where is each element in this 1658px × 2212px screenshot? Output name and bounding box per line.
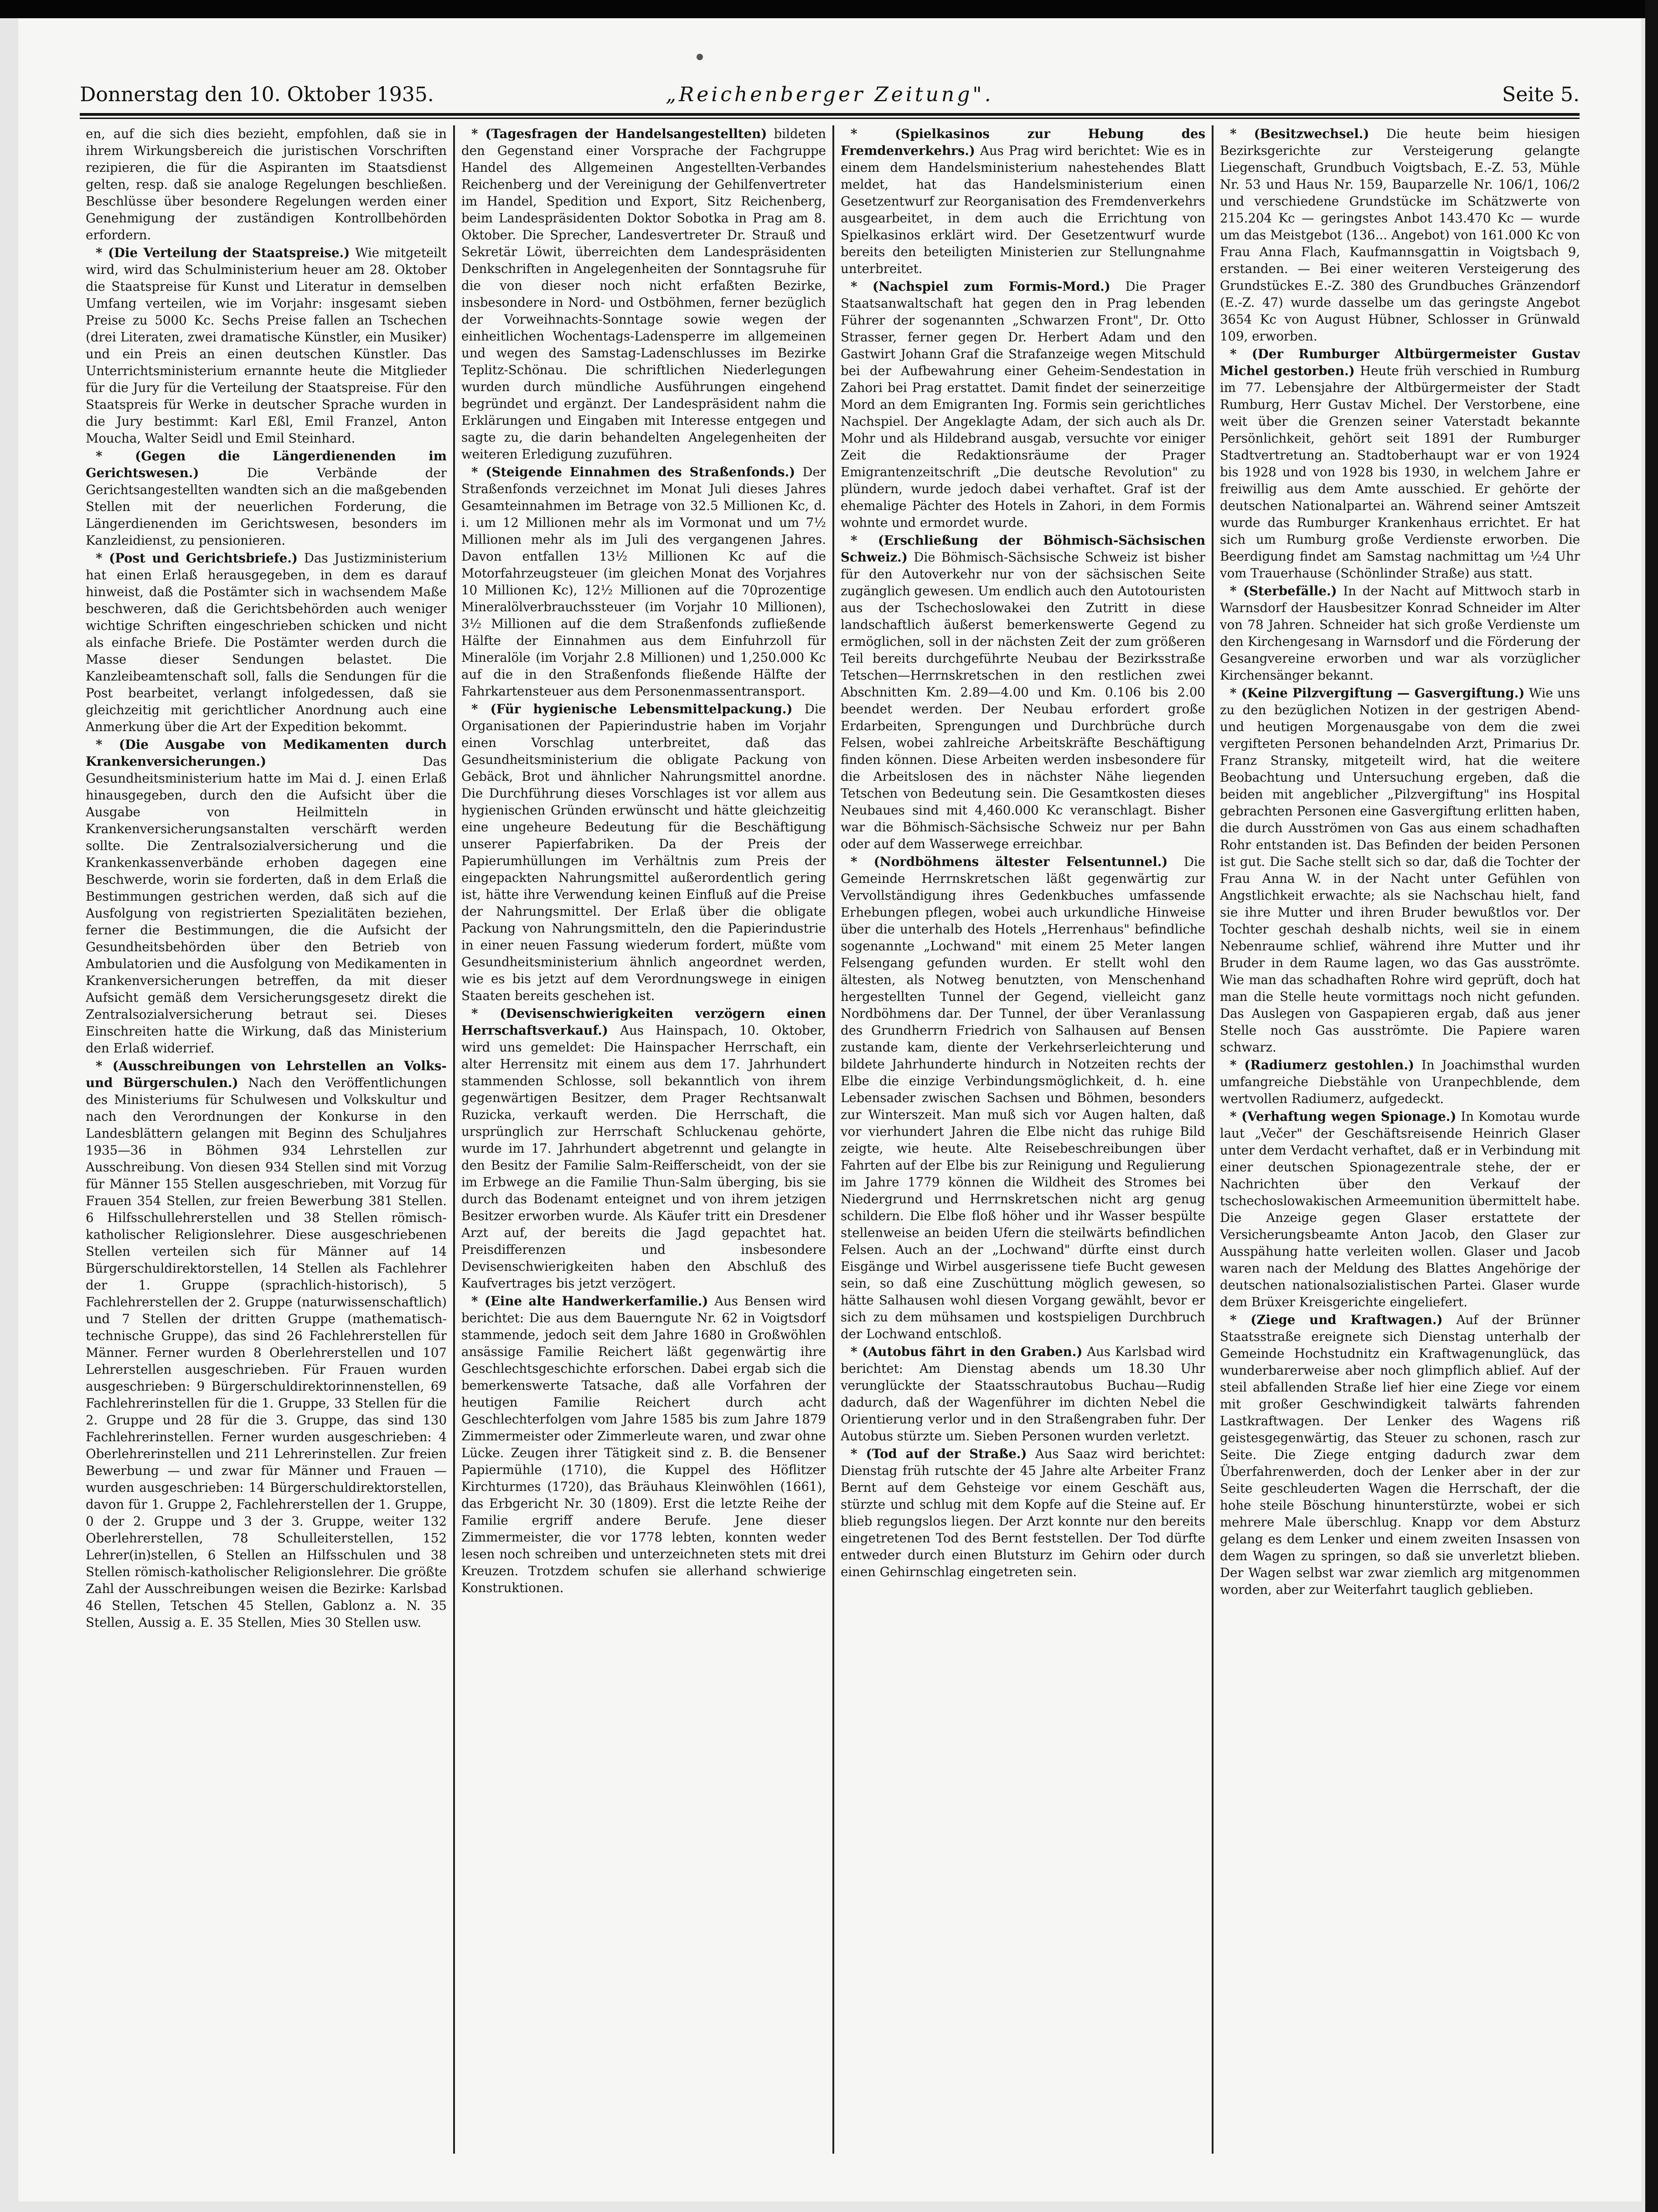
article-body: In der Nacht auf Mittwoch starb in Warnsdorf der Hausbesitzer Konrad Schneider im Alter von 78 Jahren. Schneider hat sich große Verdienste um den Kirchengesang in Warnsdorf und die Förderung der Gesangvereine erworben und war als vorzüglicher Kirchensänger bekannt. [1220, 583, 1580, 683]
text-column-4 [1220, 125, 1580, 2145]
newspaper-title: „Reichenberger Zeitung". [666, 83, 994, 106]
article [1220, 125, 1580, 345]
article-body: en, auf die sich dies bezieht, empfohlen, daß sie in ihrem Wirkungsbereich die juristischen Vorschriften rezipieren, die für die Aspiranten im Staatsdienst gelten, resp. daß sie analoge Regelungen beschließen. Beschlüsse über besondere Regelungen werden einer Genehmigung der zuständigen Kontrollbehörden erfordern. [86, 126, 447, 242]
article [841, 278, 1205, 531]
article-body: Das Justizministerium hat einen Erlaß herausgegeben, in dem es darauf hinweist, daß die Postämter sich in wachsendem Maße beschweren, daß die Gerichtsbehörden auch weniger wichtige Schriften eingeschrieben schicken und nicht als einfache Briefe. Die Postämter werden durch die Masse dieser Sendungen belastet. Die Kanzleibeamtenschaft soll, falls die Sendungen für die Post bearbeitet, verlangt infolgedessen, daß sie gleichzeitig mit gerichtlicher Anordnung auch eine Anmerkung über die Art der Expedition bekommt. [86, 551, 447, 734]
article-headline: * ( Erschließung der Böhmisch-Sächsischen Schweiz. ) [841, 533, 1205, 565]
text-column-1 [86, 125, 447, 2145]
column-divider [453, 125, 455, 2154]
punch-mark [697, 54, 703, 60]
article-headline: * ( Verhaftung wegen Spionage. ) [1230, 1109, 1456, 1124]
article-headline: * ( Ausschreibungen von Lehrstellen an Volks- und Bürgerschulen. ) [86, 1058, 447, 1090]
column-divider [1212, 125, 1214, 2154]
article-body: Wie mitgeteilt wird, wird das Schulministerium heuer am 28. Oktober die Staatspreise für Kunst und Literatur in demselben Umfang verteilen, wie im Vorjahr: insgesamt sieben Preise zu 5000 Kc. Sechs Preise fallen an Tschechen (drei Literaten, zwei dramatische Künstler, ein Musiker) und ein Preis an einen deutschen Künstler. Das Unterrichtsministerium ernannte heute die Mitglieder für die Jury für die Verteilung der Staatspreise. Für den Staatspreis für Werke in deutscher Sprache wurden in die Jury bestimmt: Karl Eßl, Emil Franzel, Anton Moucha, Walter Seidl und Emil Steinhard. [86, 245, 447, 446]
article-body: Aus Bensen wird berichtet: Die aus dem Bauerngute Nr. 62 in Voigtsdorf stammende, jedoch seit dem Jahre 1680 in Großwöhlen ansässige Familie Reichert läßt gegenwärtig ihre Geschlechtsgeschichte erforschen. Dabei ergab sich die bemerkenswerte Tatsache, daß alle Vorfahren der heutigen Familie Reichert durch acht Geschlechterfolgen vom Jahre 1585 bis zum Jahre 1879 Zimmermeister oder Zimmerleute waren, und zwar ohne Lücke. Zeugen ihrer Tätigkeit sind z. B. die Bensener Papiermühle (1710), die Kuppel des Höflitzer Kirchturmes (1720), das Bräuhaus Kleinwöhlen (1661), das Erbgericht Nr. 30 (1809). Erst die letzte Reihe der Familie ergriff andere Berufe. Jene dieser Zimmermeister, die vor 1778 lebten, konnten weder lesen noch schreiben und unterzeichneten stets mit drei Kreuzen. Trotzdem schufen sie allerhand schwierige Konstruktionen. [461, 1294, 826, 1595]
article-headline: * ( Autobus fährt in den Graben. ) [851, 1344, 1082, 1359]
article [461, 464, 826, 700]
article [461, 1005, 826, 1292]
article-headline: * ( Spielkasinos zur Hebung des Fremdenverkehrs. ) [841, 126, 1205, 158]
article [1220, 685, 1580, 1056]
article [1220, 1108, 1580, 1310]
article [86, 125, 447, 243]
article-headline: * ( Nachspiel zum Formis-Mord. ) [851, 279, 1110, 294]
article-body: Wie uns zu den bezüglichen Notizen in der gestrigen Abend- und heutigen Morgenausgabe von dem die zwei vergifteten Personen behandelnden Arzt, Primarius Dr. Franz Stransky, mitgeteilt wird, hat die weitere Beobachtung und Untersuchung ergeben, daß die beiden mit angeblicher „Pilzvergiftung" ins Hospital gebrachten Personen eine Gasvergiftung erlitten haben, die durch Ausströmen von Gas aus einem schadhaften Rohr entstanden ist. Das Befinden der beiden Personen ist gut. Die Sache stellt sich so dar, daß die Tochter der Frau Anna W. in der Nacht unter Gefühlen von Angstlichkeit erwachte; als sie Nachschau hielt, fand sie ihre Mutter und ihren Bruder bewußtlos vor. Der Tochter geschah deshalb nichts, weil sie in einem Nebenraume schlief, während ihre Mutter und ihr Bruder in dem Raume lagen, wo das Gas ausströmte. Wie man das schadhaften Rohre wird geprüft, doch hat man die Stelle heute vormittags noch nicht gefunden. Das Auslegen von Gaspapieren ergab, daß aus jener Stelle noch Gas ausströmte. Die Papiere waren schwarz. [1220, 686, 1580, 1055]
article-body: Der Straßenfonds verzeichnet im Monat Juli dieses Jahres Gesamteinnahmen im Betrage von 32.5 Millionen Kc, d. i. um 12 Millionen mehr als im Vormonat und um 7½ Millionen mehr als im Juli des vergangenen Jahres. Davon entfallen 13½ Millionen Kc auf die Motorfahrzeugsteuer (im gleichen Monat des Vorjahres 10 Millionen Kc), 12½ Millionen auf die 70prozentige Mineralölverbrauchssteuer (im Vorjahr 10 Millionen), 3½ Millionen auf die dem Straßenfonds zufließende Hälfte der Einnahmen aus dem Einfuhrzoll für Mineralöle (im Vorjahr 2.8 Millionen) und 1,250.000 Kc auf die in den Straßenfonds fließende Hälfte der Fahrkartensteuer aus dem Personenmassentransport. [461, 464, 826, 699]
article-headline: * ( Tod auf der Straße. ) [851, 1446, 1027, 1461]
article-headline: * ( Für hygienische Lebensmittelpackung. ) [471, 701, 792, 717]
article-headline: * ( Eine alte Handwerkerfamilie. ) [471, 1294, 708, 1309]
article-body: Die Böhmisch-Sächsische Schweiz ist bisher für den Autoverkehr nur von der sächsischen Seite zugänglich gewesen. Um endlich auch den Autotouristen aus der Tschechoslowakei den Zutritt in diese landschaftlich äußerst bemerkenswerte Gegend zu ermöglichen, soll in der nächsten Zeit der zum größeren Teil bereits durchgeführte Neubau der Bezirksstraße Tetschen—Herrnskretschen in den restlichen zwei Abschnitten Km. 2.89—4.00 und Km. 0.106 bis 2.00 beendet werden. Der Neubau erfordert große Erdarbeiten, Sprengungen und Durchbrüche durch Felsen, wobei zahlreiche Arbeitskräfte Beschäftigung finden können. Diese Arbeiten werden insbesondere für die Arbeitslosen des in nächster Nähe liegenden Tetschen von Bedeutung sein. Die Gesamtkosten dieses Neubaues sind mit 4,460.000 Kc veranschlagt. Bisher war die Böhmisch-Sächsische Schweiz nur per Bahn oder auf dem Wasserwege erreichbar. [841, 550, 1205, 851]
article-headline: * ( Besitzwechsel. ) [1230, 126, 1369, 141]
article [841, 125, 1205, 277]
scan-border-top [0, 0, 1658, 18]
article-headline: * ( Tagesfragen der Handelsangestellten ) [471, 126, 767, 141]
article-headline: * ( Gegen die Längerdienenden im Gerichtswesen. ) [86, 449, 447, 480]
article [1220, 583, 1580, 684]
article [86, 244, 447, 447]
article-body: In Joachimsthal wurden umfangreiche Diebstähle von Uranpechblende, dem wertvollen Radiumerz, aufgedeckt. [1220, 1057, 1580, 1106]
article-body: Aus Prag wird berichtet: Wie es in einem dem Handelsministerium nahestehendes Blatt meldet, hat das Handelsministerium einen Gesetzentwurf zur Reorganisation des Fremdenverkehrs ausgearbeitet, in dem auch die Errichtung von Spielkasinos erklärt wird. Der Gesetzentwurf wurde bereits den beteiligten Ministerien zur Stellungnahme unterbreitet. [841, 143, 1205, 276]
issue-date: Donnerstag den 10. Oktober 1935. [80, 83, 434, 106]
article-body: Die Verbände der Gerichtsangestellten wandten sich an die maßgebenden Stellen mit der neuerlichen Forderung, die Längerdienenden im Gerichtswesen, besonders im Kanzleidienst, zu pensionieren. [86, 465, 447, 548]
article [86, 448, 447, 549]
article [841, 1445, 1205, 1580]
article [86, 736, 447, 1057]
article-headline: * ( Nordböhmens ältester Felsentunnel. ) [851, 854, 1167, 869]
article [86, 1057, 447, 1631]
article-body: Die Prager Staatsanwaltschaft hat gegen den in Prag lebenden Führer der sogenannten „Schwarzen Front", Dr. Otto Strasser, ferner gegen Dr. Herbert Adam und den Gastwirt Johann Graf die Strafanzeige wegen Mitschuld bei der Aufbewahrung einer Geheim-Sendestation in Zahori bei Prag erstattet. Damit findet der seinerzeitige Mord an dem Emigranten Ing. Formis sein gerichtliches Nachspiel. Der Angeklagte Adam, der sich auch als Dr. Mohr und als Hildebrand ausgab, versuchte vor einiger Zeit die Redaktionsräume der Prager Emigrantenzeitschrift „Die deutsche Revolution" zu plündern, wurde jedoch dabei verhaftet. Graf ist der ehemalige Pächter des Hotels in Zahori, in dem Formis wohnte und ermordet wurde. [841, 279, 1205, 530]
article-body: Heute früh verschied in Rumburg im 77. Lebensjahre der Altbürgermeister der Stadt Rumburg, Herr Gustav Michel. Der Verstorbene, eine weit über die Grenzen seiner Vaterstadt bekannte Persönlichkeit, gehört seit 1891 der Rumburger Stadtvertretung an. Stadtoberhaupt war er von 1924 bis 1928 und von 1928 bis 1930, in welchem Jahre er freiwillig aus dem Amte ausschied. Er gehörte der deutschen Nationalpartei an. Während seiner Amtszeit wurde das Rumburger Krankenhaus errichtet. Er hat sich um Rumburg große Verdienste erworben. Die Beerdigung findet am Samstag nachmittag um ½4 Uhr vom Trauerhause (Schönlinder Straße) aus statt. [1220, 363, 1580, 581]
page-number: Seite 5. [1502, 83, 1580, 106]
article [841, 853, 1205, 1342]
page-header [80, 77, 1580, 109]
article-headline: * ( Devisenschwierigkeiten verzögern einen Herrschaftsverkauf. ) [461, 1006, 826, 1038]
article-headline: * ( Die Ausgabe von Medikamenten durch Krankenversicherungen. ) [86, 737, 447, 769]
article [1220, 1057, 1580, 1107]
article [1220, 345, 1580, 582]
column-divider [832, 125, 834, 2154]
article-headline: * ( Sterbefälle. ) [1230, 583, 1337, 598]
article-body: bildeten den Gegenstand einer Vorsprache der Fachgruppe Handel des Allgemeinen Angestellten-Verbandes Reichenberg und der Vereinigung der Gehilfenvertreter im Handel, Spedition und Export, Sitz Reichenberg, beim Landespräsidenten Doktor Sobotka in Prag am 8. Oktober. Die Sprecher, Landesvertreter Dr. Strauß und Sekretär Löwit, überreichten dem Landespräsidenten Denkschriften in Angelegenheiten der Sonntagsruhe für die von dieser noch nicht erfaßten Bezirke, insbesondere in Nord- und Ostböhmen, ferner bezüglich der Vorweihnachts-Sonntage sowie wegen der einheitlichen Wochentags-Ladensperre im allgemeinen und wegen des Samstag-Ladenschlusses im Bezirke Teplitz-Schönau. Die schriftlichen Niederlegungen wurden durch mündliche Ausführungen eingehend begründet und ergänzt. Der Landespräsident nahm die Erklärungen und Eingaben mit Interesse entgegen und sagte zu, die darin behandelten Angelegenheiten der weiteren Erledigung zuzuführen. [461, 126, 826, 462]
article-body: Die heute beim hiesigen Bezirksgerichte zur Versteigerung gelangte Liegenschaft, Grundbuch Voigtsbach, E.-Z. 53, Mühle Nr. 53 und Haus Nr. 159, Bauparzelle Nr. 106/1, 106/2 und verschiedene Grundstücke im Schätzwerte von 215.204 Kc — geringstes Anbot 143.470 Kc — wurde um das Meistgebot (136... Angebot) von 161.000 Kc von Frau Anna Flach, Kaufmannsgattin in Voigtsbach 9, erstanden. — Bei einer weiteren Versteigerung des Grundstückes E.-Z. 380 des Grundbuches Gränzendorf (E.-Z. 47) wurde dasselbe um das geringste Angebot 3654 Kc von August Hübner, Schlosser in Grünwald 109, erworben. [1220, 126, 1580, 344]
article [1220, 1311, 1580, 1598]
article-headline: * ( Ziege und Kraftwagen. ) [1230, 1312, 1443, 1327]
article-body: Aus Saaz wird berichtet: Dienstag früh rutschte der 45 Jahre alte Arbeiter Franz Bernt auf dem Gehsteige vor einem Geschäft aus, stürzte und schlug mit dem Kopfe auf die Steine auf. Er blieb regungslos liegen. Der Arzt konnte nur den bereits eingetretenen Tod des Bernt feststellen. Der Tod dürfte entweder durch einen Blutsturz im Gehirn oder durch einen Gehirnschlag eingetreten sein. [841, 1446, 1205, 1579]
article-body: Die Organisationen der Papierindustrie haben im Vorjahr einen Vorschlag unterbreitet, daß das Gesundheitsministerium die obligate Packung von Gebäck, Brot und ähnlicher Nahrungsmittel anordne. Die Durchführung dieses Vorschlages ist vor allem aus hygienischen Gründen erwünscht und hätte gleichzeitig eine ungeheure Bedeutung für die Beschäftigung unserer Papierfabriken. Da der Preis der Papierumhüllungen im Verhältnis zum Preis der eingepackten Nahrungsmittel außerordentlich gering ist, hätte ihre Verwendung keinen Einfluß auf die Preise der Nahrungsmittel. Der Erlaß über die obligate Packung von Nahrungsmitteln, den die Papierindustrie in einer neuen Fassung wiederum fordert, müßte vom Gesundheitsministerium ähnlich angeordnet werden, wie es bis jetzt auf dem Verordnungswege in einigen Staaten bereits geschehen ist. [461, 701, 826, 1003]
article-body: Das Gesundheitsministerium hatte im Mai d. J. einen Erlaß hinausgegeben, durch den die Aufsicht über die Ausgabe von Heilmitteln in Krankenversicherungsanstalten verschärft werden sollte. Die Zentralsozialversicherung und die Krankenkassenverbände erhoben dagegen eine Beschwerde, worin sie forderten, daß in dem Erlaß die Bestimmungen gestrichen werden, daß sich auf die Ausfolgung von registrierten Spezialitäten beziehen, ferner die Bestimmungen, die die Aufsicht der Gesundheitsbehörden über den Betrieb von Ambulatorien und die Ausfolgung von Medikamenten in Krankenversicherungen betreffen, da mit dieser Aufsicht gemäß dem Versicherungsgesetz direkt die Zentralsozialversicherung betraut sei. Dieses Einschreiten hatte die Wirkung, daß das Ministerium den Erlaß widerrief. [86, 754, 447, 1056]
article [86, 550, 447, 735]
article [461, 125, 826, 463]
article-body: In Komotau wurde laut „Večer" der Geschäftsreisende Heinrich Glaser unter dem Verdacht verhaftet, daß er in Verbindung mit einer deutschen Spionagezentrale stehe, der er Nachrichten über den Verkauf der tschechoslowakischen Armeemunition übermittelt habe. Die Anzeige gegen Glaser erstattete der Versicherungsbeamte Anton Jacob, den Glaser zur Ausspähung hatte verleiten wollen. Glaser und Jacob waren nach der Meldung des Blattes Angehörige der deutschen nationalsozialistischen Partei. Glaser wurde dem Brüxer Kreisgerichte eingeliefert. [1220, 1109, 1580, 1310]
article-body: Aus Karlsbad wird berichtet: Am Dienstag abends um 18.30 Uhr verunglückte der Staatsschrautobus Buchau—Rudig dadurch, daß der Wagenführer im dichten Nebel die Orientierung verlor und in den Straßengraben fuhr. Der Autobus stürzte um. Sieben Personen wurden verletzt. [841, 1344, 1205, 1444]
article-body: Nach den Veröffentlichungen des Ministeriums für Schulwesen und Volkskultur und nach den Verordnungen der Konkurse in den Landesblättern gelangen mit Beginn des Schuljahres 1935—36 in Böhmen 934 Lehrstellen zur Ausschreibung. Von diesen 934 Stellen sind mit Vorzug für Männer 155 Stellen ausgeschrieben, mit Vorzug für Frauen 354 Stellen, zur freien Bewerbung 381 Stellen. 6 Hilfsschullehrerstellen und 38 Stellen römisch-katholischer Religionslehrer. Diese ausgeschriebenen Stellen verteilen sich für Männer auf 14 Bürgerschuldirektorstellen, 14 Stellen als Fachlehrer der 1. Gruppe (sprachlich-historisch), 5 Fachlehrerstellen der 2. Gruppe (naturwissenschaftlich) und 7 Stellen der dritten Gruppe (mathematisch-technische Gruppe), das sind 26 Fachlehrerstellen für Männer. Ferner wurden 8 Oberlehrerstellen und 107 Lehrerstellen ausgeschrieben. Für Frauen wurden ausgeschrieben: 9 Bürgerschuldirektorinnenstellen, 69 Fachlehrerinstellen für die 1. Gruppe, 33 Stellen für die 2. Gruppe und 28 für die 3. Gruppe, das sind 130 Fachlehrerinstellen. Ferner wurden ausgeschrieben: 4 Oberlehrerinstellen und 211 Lehrerinstellen. Zur freien Bewerbung — und zwar für Männer und Frauen — wurden ausgeschrieben: 14 Bürgerschuldirektorstellen, davon für 1. Gruppe 2, Fachlehrerstellen der 1. Gruppe, 0 der 2. Gruppe und 3 der 3. Gruppe, weiter 132 Oberlehrerstellen, 78 Schulleiterstellen, 152 Lehrer(in)stellen, 6 Stellen an Hilfsschulen und 38 Stellen römisch-katholischer Religionslehrer. Die größte Zahl der Ausschreibungen weisen die Bezirke: Karlsbad 46 Stellen, Tetschen 45 Stellen, Gablonz a. N. 35 Stellen, Aussig a. E. 35 Stellen, Mies 30 Stellen usw. [86, 1075, 447, 1630]
text-column-3 [841, 125, 1205, 2145]
text-column-2 [461, 125, 826, 2145]
article [841, 532, 1205, 852]
article-headline: * ( Der Rumburger Altbürgermeister Gustav Michel gestorben. ) [1220, 346, 1580, 378]
header-rule [80, 113, 1580, 116]
article [841, 1343, 1205, 1444]
article-headline: * ( Keine Pilzvergiftung — Gasvergiftung. ) [1230, 686, 1524, 701]
article-headline: * ( Post und Gerichtsbriefe. ) [96, 551, 298, 566]
header-rule-thin [80, 118, 1580, 119]
article-headline: * ( Steigende Einnahmen des Straßenfonds. ) [471, 464, 795, 480]
article-body: Aus Hainspach, 10. Oktober, wird uns gemeldet: Die Hainspacher Herrschaft, ein alter Herrensitz mit einem aus dem 17. Jahrhundert stammenden Schlosse, soll bekanntlich von ihrem gegenwärtigen Besitzer, dem Prager Rechtsanwalt Ruzicka, verkauft werden. Die Herrschaft, die ursprünglich zur Herrschaft Schluckenau gehörte, wurde im 17. Jahrhundert abgetrennt und gelangte in den Besitz der Familie Salm-Reifferscheidt, von der sie im Erbwege an die Familie Thun-Salm überging, bis sie durch das Bodenamt enteignet und von ihrem jetzigen Besitzer erworben wurde. Als Käufer tritt ein Dresdener Arzt auf, der bereits die Jagd gepachtet hat. Preisdifferenzen und insbesondere Devisenschwierigkeiten haben den Abschluß des Kaufvertrages bis jetzt verzögert. [461, 1023, 826, 1291]
scan-border-right [1645, 0, 1658, 2212]
article-body: Auf der Brünner Staatsstraße ereignete sich Dienstag unterhalb der Gemeinde Hochstudnitz ein Kraftwagenunglück, das wunderbarerweise aber noch glimpflich ablief. Auf der steil abfallenden Straße lief hier eine Ziege vor einem mit großer Geschwindigkeit talwärts fahrenden Lastkraftwagen. Der Lenker des Wagens riß geistesgegenwärtig, das Steuer zu schonen, rasch zur Seite. Die Ziege entging dadurch zwar dem Überfahrenwerden, doch der Lenker aber in der zur Seite geschleuderten Wagen die Herrschaft, der die hohe steile Böschung hinunterstürzte, wobei er sich mehrere Male überschlug. Knapp vor dem Absturz gelang es dem Lenker und einem zweiten Insassen von dem Wagen zu springen, so daß sie unverletzt blieben. Der Wagen selbst war zwar ziemlich arg mitgenommen worden, aber zur Weiterfahrt tauglich geblieben. [1220, 1312, 1580, 1597]
article-body: Die Gemeinde Herrnskretschen läßt gegenwärtig zur Vervollständigung ihres Gedenkbuches umfassende Erhebungen pflegen, wobei auch urkundliche Hinweise über die unterhalb des Hotels „Herrenhaus" befindliche sogenannte „Lochwand" mit einem 25 Meter langen Felsengang gefunden wurden. Er stellt wohl den ältesten, als Notweg benutzten, von Menschenhand hergestellten Tunnel der Gegend, vielleicht ganz Nordböhmens dar. Der Tunnel, der über Veranlassung des Grundherrn Friedrich von Salhausen auf Bensen zustande kam, diente der Verkehrserleichterung und bildete Jahrhunderte hindurch in Notzeiten rechts der Elbe die einzige Verbindungsmöglichkeit, d. h. eine Lebensader zwischen Sachsen und Böhmen, besonders zur Winterszeit. Man muß sich vor Augen halten, daß vor vierhundert Jahren die Elbe nicht das ruhige Bild zeigte, wie heute. Alte Reisebeschreibungen über Fahrten auf der Elbe bis zur Reinigung und Regulierung im Jahre 1779 können die Wildheit des Stromes bei Niedergrund und Herrnskretschen nicht arg genug schildern. Die Elbe floß höher und ihr Wasser bespülte stellenweise an beiden Ufern die steilwärts befindlichen Felsen. Auch an der „Lochwand" dürfte einst durch Eisgänge und Wirbel ausgerissene tiefe Bucht gewesen sein, so daß eine Zuschüttung möglich gewesen, so hätte Salhausen wohl diesen Vorgang gewählt, bevor er sich zu dem mühsamen und kostspieligen Durchbruch der Lochwand entschloß. [841, 854, 1205, 1341]
article-headline: * ( Radiumerz gestohlen. ) [1230, 1057, 1414, 1072]
article [461, 1293, 826, 1596]
article [461, 701, 826, 1004]
article-headline: * ( Die Verteilung der Staatspreise. ) [96, 245, 350, 260]
